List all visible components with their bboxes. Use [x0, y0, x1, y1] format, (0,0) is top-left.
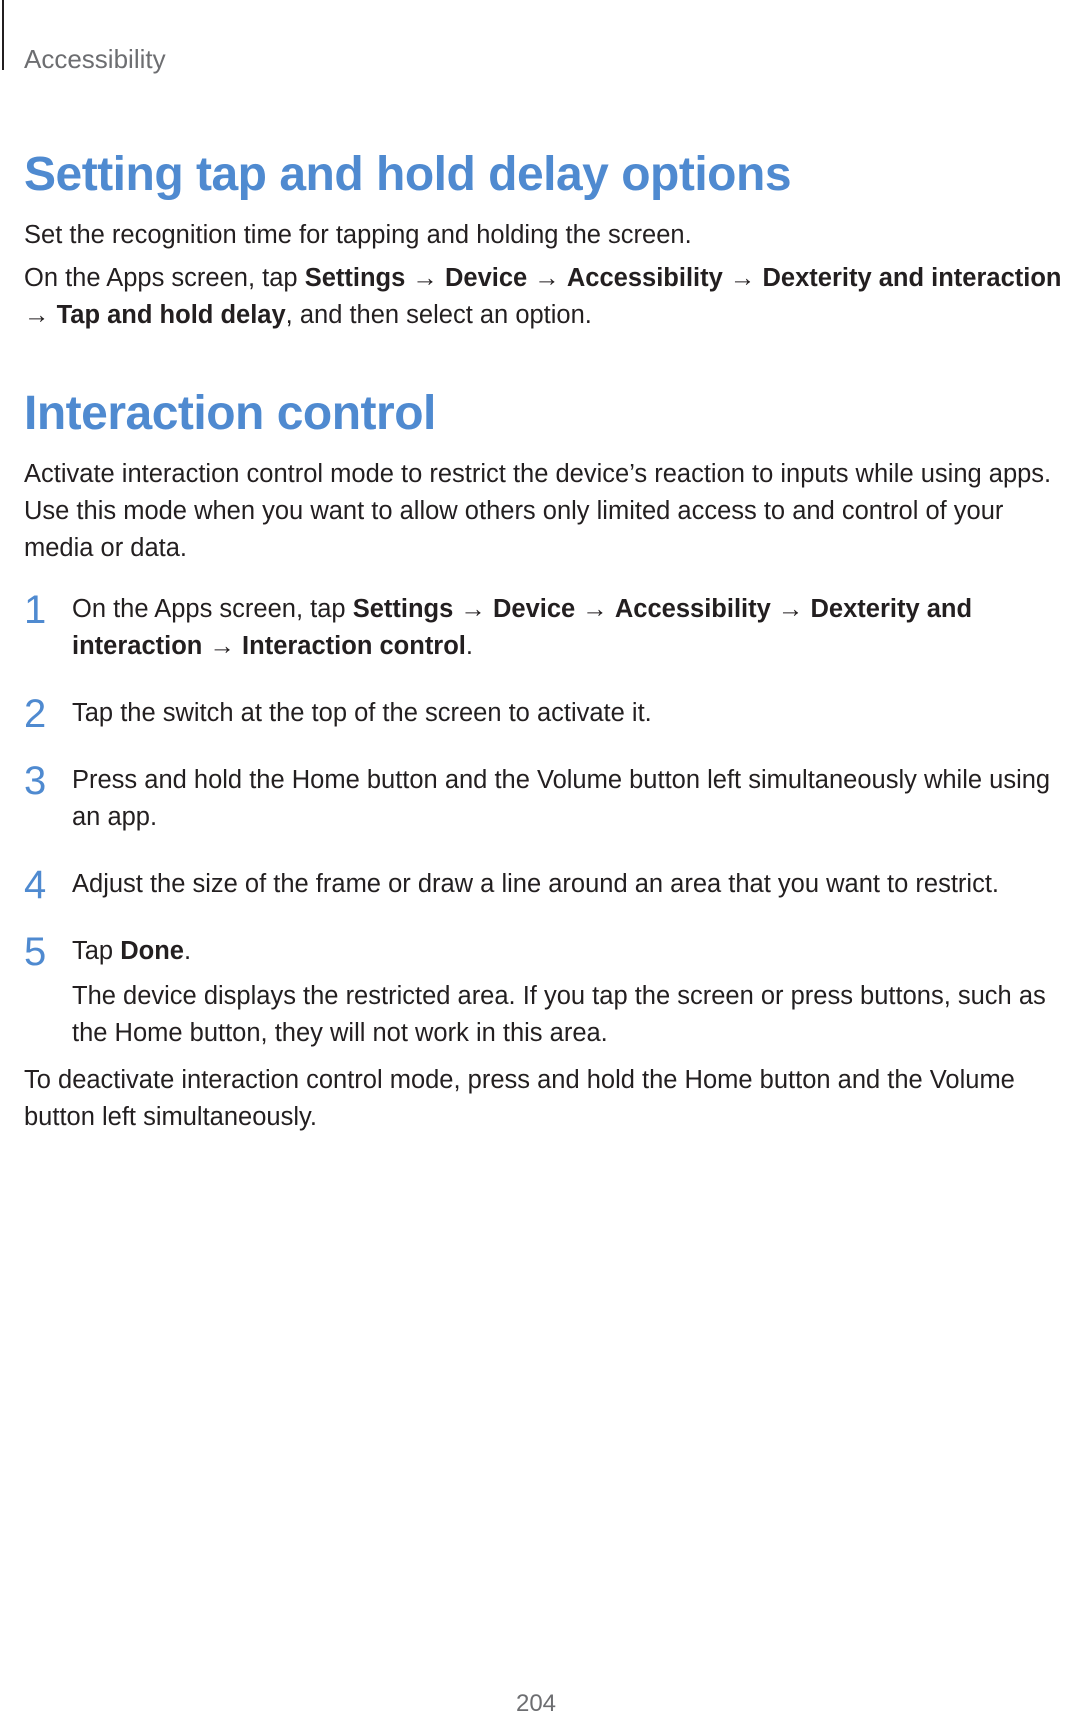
arrow: →: [209, 632, 235, 660]
path-settings: Settings: [304, 264, 406, 292]
section2-outro: To deactivate interaction control mode, press and hold the Home button and the Volume button left simultaneously.: [24, 1066, 1015, 1131]
step-2: [24, 692, 1064, 736]
step-prefix: On the Apps screen, tap: [72, 595, 353, 623]
step-suffix: .: [183, 937, 192, 965]
step-number: 4: [24, 863, 47, 907]
header-rule: [2, 0, 4, 70]
step-number: 1: [24, 588, 47, 632]
arrow: →: [412, 264, 438, 292]
path-device: Device: [444, 264, 528, 292]
arrow: →: [582, 595, 608, 623]
arrow: →: [24, 301, 50, 329]
path-accessibility: Accessibility: [566, 264, 723, 292]
step-text: Tap the switch at the top of the screen to activate it.: [72, 699, 652, 727]
path-prefix: On the Apps screen, tap: [24, 264, 305, 292]
section2-title: Interaction control: [24, 387, 436, 440]
arrow: →: [534, 264, 560, 292]
step-text: Adjust the size of the frame or draw a line around an area that you want to restrict.: [72, 870, 999, 898]
step5-note: The device displays the restricted area. If you tap the screen or press buttons, such as the Home button, they will not work in this area.: [72, 982, 1046, 1047]
step-suffix: .: [465, 632, 473, 660]
path-device: Device: [492, 595, 576, 623]
step-5: [24, 930, 1064, 974]
section1-path: [24, 260, 1064, 334]
section-header: Accessibility: [24, 44, 166, 74]
arrow: →: [729, 264, 756, 292]
step-number: 3: [24, 759, 47, 803]
arrow: →: [460, 595, 486, 623]
path-settings: Settings: [352, 595, 454, 623]
step-number: 2: [24, 692, 47, 736]
section2-intro: Activate interaction control mode to restrict the device’s reaction to inputs while using apps. Use this mode when you want to allow others only limited access to and control of your media or data.: [24, 460, 1052, 562]
step-1: [24, 588, 1064, 665]
section1-title: Setting tap and hold delay options: [24, 148, 792, 201]
page-number: 204: [515, 1690, 557, 1717]
path-dexterity: Dexterity and interaction: [72, 595, 973, 660]
content: [24, 145, 1064, 1136]
path-tap-hold-delay: Tap and hold delay: [56, 301, 286, 329]
section1-intro: Set the recognition time for tapping and holding the screen.: [24, 221, 692, 249]
step-text: [72, 933, 1064, 970]
path-accessibility: Accessibility: [614, 595, 771, 623]
step-text: Press and hold the Home button and the Volume button left simultaneously while using an app.: [72, 766, 1051, 831]
step-3: [24, 759, 1064, 836]
done-label: Done: [120, 937, 184, 965]
step-4: [24, 863, 1064, 907]
path-dexterity: Dexterity and interaction: [762, 264, 1062, 292]
step-text: [72, 591, 1064, 665]
path-interaction-control: Interaction control: [242, 632, 466, 660]
step-number: 5: [24, 930, 47, 974]
path-suffix: , and then select an option.: [285, 301, 592, 329]
step-prefix: Tap: [72, 937, 121, 965]
arrow: →: [777, 595, 804, 623]
